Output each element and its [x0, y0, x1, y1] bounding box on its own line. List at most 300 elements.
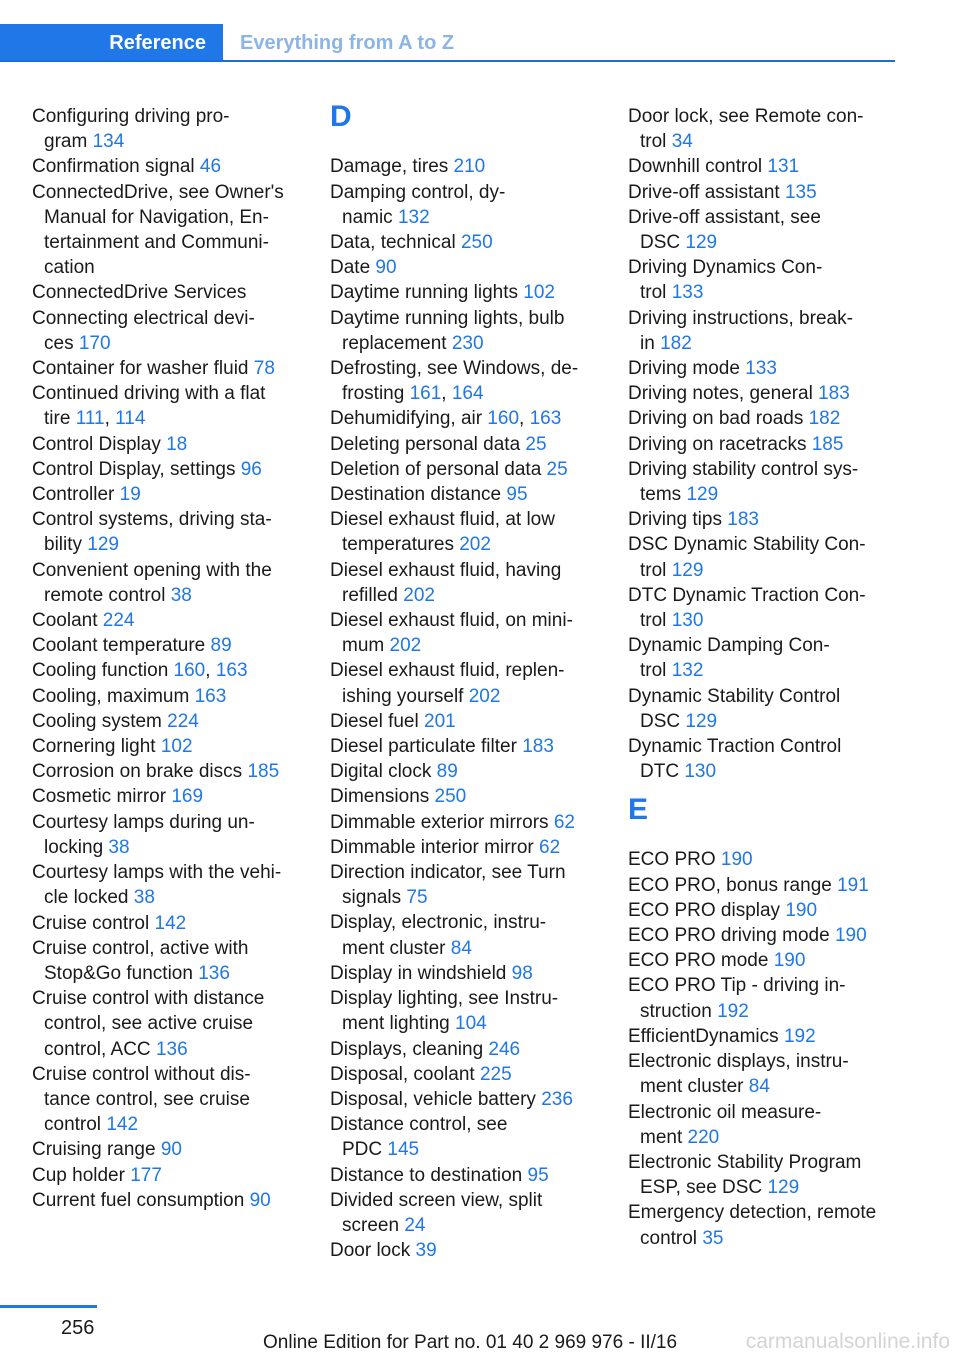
- footer-rule: [0, 1305, 97, 1308]
- index-entry: [330, 810, 602, 835]
- entry-continuation: frosting: [342, 383, 410, 405]
- page-link[interactable]: 142: [106, 1114, 139, 1136]
- page-link[interactable]: 38: [133, 887, 155, 909]
- entry-term: Control Display: [32, 433, 167, 455]
- index-entry: [32, 507, 304, 557]
- page-link[interactable]: 38: [170, 584, 192, 606]
- page-link[interactable]: 35: [702, 1227, 724, 1249]
- page-link[interactable]: 24: [404, 1214, 426, 1236]
- entry-term: Daytime running lights: [330, 282, 524, 304]
- entry-term: ECO PRO, bonus range: [628, 874, 838, 896]
- index-entry: [330, 1238, 602, 1263]
- page-link[interactable]: 102: [523, 282, 555, 304]
- page-link[interactable]: 163: [529, 408, 562, 430]
- page-link[interactable]: 132: [671, 660, 704, 682]
- index-entry: [330, 1188, 602, 1238]
- index-entry: [32, 734, 304, 759]
- index-entry: [628, 873, 900, 898]
- entry-term: Diesel exhaust fluid, on mini-: [330, 610, 573, 632]
- entry-term: Configuring driving pro-: [32, 106, 230, 127]
- index-entry: [628, 255, 900, 305]
- page-link[interactable]: 224: [102, 610, 135, 632]
- entry-term: Disposal, vehicle battery: [330, 1088, 542, 1110]
- page-link[interactable]: 202: [403, 584, 435, 606]
- entry-term: Data, technical: [330, 232, 461, 253]
- page-link[interactable]: 177: [130, 1164, 162, 1186]
- page-link[interactable]: 230: [451, 332, 484, 354]
- entry-continuation: ishing yourself: [342, 685, 469, 707]
- page-link[interactable]: 89: [210, 635, 232, 657]
- index-entry: [330, 558, 602, 608]
- page-link[interactable]: 39: [415, 1240, 437, 1262]
- index-entry: [32, 860, 304, 910]
- section-tab[interactable]: Reference: [0, 24, 223, 62]
- entry-term: Dimmable interior mirror: [330, 836, 540, 858]
- page-link[interactable]: 192: [717, 1000, 749, 1022]
- entry-term: Displays, cleaning: [330, 1038, 489, 1060]
- entry-term: Confirmation signal: [32, 156, 200, 178]
- index-entry: [628, 847, 900, 872]
- index-entry: [32, 986, 304, 1062]
- page-link[interactable]: 90: [160, 1139, 182, 1161]
- entry-term: ConnectedDrive Services: [32, 282, 247, 304]
- entry-term: Cruise control: [32, 912, 155, 934]
- subsection-title[interactable]: Everything from A to Z: [240, 32, 455, 54]
- entry-term: Diesel exhaust fluid, replen-: [330, 660, 565, 682]
- index-entry: [330, 986, 602, 1036]
- index-letter-heading: D: [330, 100, 352, 133]
- entry-continuation: mum: [342, 635, 390, 657]
- index-column-3: [628, 104, 900, 1251]
- index-entry: [32, 684, 304, 709]
- index-entry: Cooling function 160, 163: [32, 660, 248, 682]
- page-link[interactable]: 250: [460, 232, 493, 253]
- entry-term: ConnectedDrive, see Owner's: [32, 181, 284, 203]
- page-link[interactable]: 202: [468, 685, 501, 707]
- page-link[interactable]: 133: [745, 358, 777, 380]
- entry-term: Dynamic Stability Control: [628, 685, 841, 707]
- page-link[interactable]: 131: [767, 156, 800, 178]
- page-link[interactable]: 160: [173, 660, 206, 682]
- index-entry: [628, 356, 900, 381]
- entry-continuation: Stop&Go function: [44, 962, 199, 984]
- page-link[interactable]: 102: [160, 736, 193, 758]
- index-entry: [32, 1062, 304, 1138]
- index-entry: [32, 911, 304, 936]
- entry-term: Direction indicator, see Turn: [330, 862, 566, 884]
- entry-continuation: cle locked: [44, 887, 134, 909]
- index-entry: [628, 1024, 900, 1049]
- index-entry: [330, 154, 602, 179]
- entry-term: Diesel exhaust fluid, at low: [330, 509, 555, 531]
- page-link[interactable]: 191: [837, 874, 869, 896]
- page-link[interactable]: 129: [685, 710, 718, 732]
- entry-continuation: struction: [640, 1000, 718, 1022]
- entry-term: Display, electronic, instru-: [330, 912, 547, 934]
- entry-continuation: ment cluster: [640, 1076, 749, 1098]
- index-entry: [330, 230, 602, 255]
- page-link[interactable]: 130: [671, 610, 704, 632]
- page-link[interactable]: 185: [811, 433, 844, 455]
- entry-term: Daytime running lights, bulb: [330, 307, 565, 329]
- index-entry: [330, 1163, 602, 1188]
- index-entry: [330, 709, 602, 734]
- page-link[interactable]: 183: [818, 383, 850, 405]
- page-link[interactable]: 89: [436, 761, 458, 783]
- entry-continuation: trol: [640, 559, 672, 581]
- page-link[interactable]: 142: [154, 912, 187, 934]
- entry-term: Disposal, coolant: [330, 1063, 480, 1085]
- entry-continuation: control: [640, 1227, 703, 1249]
- entry-continuation: ces: [44, 332, 79, 354]
- entry-continuation: tems: [640, 484, 687, 506]
- entry-term: Damping control, dy-: [330, 181, 506, 203]
- entry-term: Door lock: [330, 1240, 416, 1262]
- page-link[interactable]: 129: [671, 559, 704, 581]
- entry-term: Divided screen view, split: [330, 1189, 543, 1211]
- entry-term: Digital clock: [330, 761, 437, 783]
- page-link[interactable]: 129: [686, 484, 719, 506]
- entry-continuation: tertainment and Communi-: [44, 232, 269, 254]
- index-entry: [628, 432, 900, 457]
- index-entry: [32, 356, 304, 381]
- page-link[interactable]: 225: [479, 1063, 512, 1085]
- index-entry: [628, 734, 900, 784]
- entry-term: Electronic Stability Program: [628, 1151, 862, 1173]
- index-entry: [330, 1037, 602, 1062]
- page-link[interactable]: 96: [240, 458, 262, 480]
- entry-term: Driving instructions, break-: [628, 307, 853, 329]
- entry-continuation: control, ACC: [44, 1038, 156, 1060]
- entry-term: Courtesy lamps with the vehi-: [32, 862, 282, 884]
- entry-continuation: trol: [640, 131, 672, 153]
- index-entry: [628, 406, 900, 431]
- entry-term: Driving notes, general: [628, 383, 819, 405]
- entry-term: Cooling, maximum: [32, 685, 195, 707]
- page-link[interactable]: 182: [808, 408, 841, 430]
- index-entry: [628, 898, 900, 923]
- entry-term: Controller: [32, 484, 120, 506]
- page-link[interactable]: 190: [834, 925, 867, 947]
- entry-term: Control Display, settings: [32, 458, 241, 480]
- edition-note: Online Edition for Part no. 01 40 2 969 976 - II/16: [263, 1332, 678, 1353]
- entry-term: Destination distance: [330, 484, 507, 506]
- page-link[interactable]: 129: [87, 534, 119, 556]
- entry-term: Cruising range: [32, 1139, 161, 1161]
- entry-term: Drive-off assistant, see: [628, 206, 821, 228]
- page-link[interactable]: 160: [487, 408, 520, 430]
- entry-term: Cosmetic mirror: [32, 786, 172, 808]
- index-entry: [32, 784, 304, 809]
- page-link[interactable]: 95: [527, 1164, 549, 1186]
- page-link[interactable]: 170: [78, 332, 111, 354]
- page-link[interactable]: 129: [767, 1177, 800, 1199]
- index-entry: [32, 104, 304, 154]
- entry-term: Dynamic Damping Con-: [628, 635, 830, 657]
- index-entry: [330, 860, 602, 910]
- page-link[interactable]: 132: [397, 206, 430, 228]
- index-entry: [32, 457, 304, 482]
- page-link[interactable]: 62: [539, 836, 561, 858]
- entry-term: Driving Dynamics Con-: [628, 257, 823, 279]
- entry-term: Deletion of personal data: [330, 458, 547, 480]
- index-entry: [628, 381, 900, 406]
- page-link[interactable]: 38: [108, 836, 130, 858]
- index-entry: [32, 432, 304, 457]
- entry-continuation: trol: [640, 660, 672, 682]
- index-entry: [628, 180, 900, 205]
- entry-term: ECO PRO display: [628, 899, 786, 921]
- index-entry: [32, 558, 304, 608]
- index-entry: Defrosting, see Windows, de- frosting 161, 164: [330, 358, 579, 405]
- entry-continuation: control: [44, 1114, 107, 1136]
- index-column-2: [330, 100, 602, 1263]
- entry-term: Door lock, see Remote con-: [628, 106, 864, 127]
- entry-term: Dimensions: [330, 786, 435, 808]
- entry-continuation: in: [640, 332, 661, 354]
- page-link[interactable]: 129: [685, 232, 718, 254]
- index-entry: [330, 734, 602, 759]
- entry-term: ECO PRO Tip - driving in-: [628, 975, 846, 997]
- page-link[interactable]: 84: [748, 1076, 770, 1098]
- entry-term: Emergency detection, remote: [628, 1202, 877, 1224]
- index-entry: [628, 948, 900, 973]
- entry-term: Coolant temperature: [32, 635, 211, 657]
- entry-term: Damage, tires: [330, 156, 454, 178]
- entry-term: Cooling function: [32, 660, 174, 682]
- page-link[interactable]: 25: [525, 433, 547, 455]
- entry-continuation: trol: [640, 610, 672, 632]
- page-link[interactable]: 220: [687, 1126, 720, 1148]
- entry-term: EfficientDynamics: [628, 1025, 784, 1047]
- entry-term: Continued driving with a flat: [32, 383, 266, 405]
- entry-term: Corrosion on brake discs: [32, 761, 248, 783]
- index-entry: [32, 180, 304, 281]
- index-column-1: [32, 104, 304, 1213]
- page-link[interactable]: 136: [198, 962, 230, 984]
- page-link[interactable]: 114: [115, 408, 146, 430]
- entry-term: Distance control, see: [330, 1114, 508, 1136]
- index-entry: [32, 633, 304, 658]
- page-link[interactable]: 135: [784, 181, 817, 203]
- page-link[interactable]: 84: [450, 937, 472, 959]
- entry-term: Driving on racetracks: [628, 433, 812, 455]
- index-entry: [628, 104, 900, 154]
- page-link[interactable]: 246: [488, 1038, 521, 1060]
- entry-term: Electronic displays, instru-: [628, 1051, 849, 1073]
- page-link[interactable]: 192: [783, 1025, 816, 1047]
- entry-continuation: signals: [342, 887, 407, 909]
- index-entry: [628, 306, 900, 356]
- page-link[interactable]: 111: [75, 408, 105, 430]
- index-entry: [32, 1163, 304, 1188]
- entry-term: DTC Dynamic Traction Con-: [628, 584, 866, 606]
- index-entry: [628, 973, 900, 1023]
- page-link[interactable]: 90: [249, 1189, 271, 1211]
- entry-term: Distance to destination: [330, 1164, 528, 1186]
- index-entry: [628, 633, 900, 683]
- page-link[interactable]: 90: [375, 257, 397, 279]
- entry-term: Convenient opening with the: [32, 559, 272, 581]
- entry-continuation: tance control, see cruise: [44, 1088, 250, 1110]
- index-entry: [32, 154, 304, 179]
- entry-continuation: control, see active cruise: [44, 1013, 254, 1035]
- entry-term: Driving on bad roads: [628, 408, 809, 430]
- index-entry: [628, 205, 900, 255]
- page-link[interactable]: 75: [406, 887, 428, 909]
- page-link[interactable]: 202: [459, 534, 491, 556]
- page-link[interactable]: 98: [511, 962, 533, 984]
- entry-term: ECO PRO: [628, 849, 721, 871]
- page-link[interactable]: 62: [553, 811, 575, 833]
- page-header: [0, 24, 895, 62]
- entry-term: Diesel particulate filter: [330, 736, 523, 758]
- entry-continuation: DTC: [640, 761, 685, 783]
- page-link[interactable]: 202: [389, 635, 422, 657]
- entry-continuation: PDC: [342, 1139, 388, 1161]
- entry-continuation: ESP, see DSC: [640, 1177, 768, 1199]
- index-entry: [32, 482, 304, 507]
- entry-term: Cruise control with distance: [32, 988, 265, 1010]
- entry-term: Date: [330, 257, 376, 279]
- page-link[interactable]: 78: [253, 358, 275, 380]
- entry-continuation: Manual for Navigation, En-: [44, 206, 269, 228]
- entry-continuation: ment cluster: [342, 937, 451, 959]
- page-link[interactable]: 201: [424, 710, 456, 732]
- entry-term: Cooling system: [32, 710, 168, 732]
- entry-term: Driving mode: [628, 358, 746, 380]
- header-rule: [0, 60, 895, 62]
- page-link[interactable]: 163: [194, 685, 227, 707]
- page-link[interactable]: 183: [522, 736, 554, 758]
- entry-term: DSC Dynamic Stability Con-: [628, 534, 866, 556]
- entry-term: Current fuel consumption: [32, 1189, 250, 1211]
- entry-term: Diesel exhaust fluid, having: [330, 559, 562, 581]
- page-link[interactable]: 190: [785, 899, 818, 921]
- index-entry: [330, 432, 602, 457]
- index-entry: [32, 608, 304, 633]
- index-entry: [628, 1049, 900, 1099]
- entry-term: Display lighting, see Instru-: [330, 988, 559, 1010]
- page-link[interactable]: 19: [119, 484, 141, 506]
- page-link[interactable]: 130: [684, 761, 717, 783]
- page-link[interactable]: 236: [541, 1088, 573, 1110]
- page-link[interactable]: 210: [453, 156, 486, 178]
- entry-term: Coolant: [32, 610, 103, 632]
- index-entry: [330, 482, 602, 507]
- page-link[interactable]: 185: [247, 761, 280, 783]
- page-link[interactable]: 161: [409, 383, 442, 405]
- entry-term: Downhill control: [628, 156, 768, 178]
- index-entry: [32, 280, 304, 305]
- index-entry: [330, 1112, 602, 1162]
- index-entry: [32, 1188, 304, 1213]
- entry-term: Courtesy lamps during un-: [32, 811, 255, 833]
- entry-continuation: tire: [44, 408, 76, 430]
- index-entry: [628, 1100, 900, 1150]
- index-entry: [330, 306, 602, 356]
- entry-term: Dimmable exterior mirrors: [330, 811, 554, 833]
- entry-term: Control systems, driving sta-: [32, 509, 272, 531]
- page-link[interactable]: 169: [171, 786, 204, 808]
- index-entry: [628, 1150, 900, 1200]
- page-link[interactable]: 250: [434, 786, 467, 808]
- entry-term: Dehumidifying, air: [330, 408, 488, 430]
- index-entry: [628, 532, 900, 582]
- page-link[interactable]: 34: [671, 131, 693, 153]
- entry-continuation: gram: [44, 131, 93, 153]
- page-link[interactable]: 224: [167, 710, 199, 732]
- index-entry: [628, 1200, 900, 1250]
- entry-term: Cruise control, active with: [32, 937, 249, 959]
- page-link[interactable]: 104: [455, 1013, 487, 1035]
- entry-continuation: locking: [44, 836, 109, 858]
- page-link[interactable]: 46: [199, 156, 222, 178]
- index-entry: [628, 684, 900, 734]
- entry-continuation: DSC: [640, 710, 686, 732]
- page-link[interactable]: 182: [660, 332, 692, 354]
- page-link[interactable]: 190: [773, 950, 806, 972]
- index-entry: [330, 961, 602, 986]
- page-link[interactable]: 25: [546, 458, 568, 480]
- entry-term: ECO PRO driving mode: [628, 925, 835, 947]
- index-entry: [330, 1087, 602, 1112]
- entry-term: Connecting electrical devi-: [32, 307, 255, 329]
- page-link[interactable]: 133: [671, 282, 704, 304]
- page-link[interactable]: 95: [506, 484, 528, 506]
- index-entry: [330, 658, 602, 708]
- page-link[interactable]: 164: [451, 383, 484, 405]
- index-entry: [330, 1062, 602, 1087]
- index-entry: [330, 784, 602, 809]
- page-link[interactable]: 134: [92, 131, 125, 153]
- index-entry: [628, 457, 900, 507]
- entry-continuation: ment lighting: [342, 1013, 456, 1035]
- page-link[interactable]: 183: [727, 509, 759, 531]
- entry-continuation: namic: [342, 206, 398, 228]
- entry-term: Container for washer fluid: [32, 358, 254, 380]
- entry-continuation: DSC: [640, 232, 686, 254]
- entry-term: Dynamic Traction Control: [628, 736, 842, 758]
- entry-continuation: refilled: [342, 584, 404, 606]
- page-number: 256: [61, 1317, 95, 1339]
- index-entry: Dehumidifying, air 160, 163: [330, 408, 562, 430]
- index-entry: [330, 608, 602, 658]
- index-entry: [628, 507, 900, 532]
- entry-continuation: temperatures: [342, 534, 460, 556]
- index-entry: [628, 583, 900, 633]
- index-letter-heading: E: [628, 793, 649, 827]
- page-link[interactable]: 190: [720, 849, 753, 871]
- index-entry: [628, 154, 900, 179]
- index-entry: [330, 255, 602, 280]
- index-entry: [330, 835, 602, 860]
- entry-term: Cornering light: [32, 736, 161, 758]
- page-link[interactable]: 145: [387, 1139, 420, 1161]
- index-entry: [330, 507, 602, 557]
- index-entry: [628, 923, 900, 948]
- entry-term: Drive-off assistant: [628, 181, 785, 203]
- index-entry: [330, 457, 602, 482]
- entry-term: ECO PRO mode: [628, 950, 774, 972]
- entry-term: Driving stability control sys-: [628, 458, 859, 480]
- page-link[interactable]: 18: [166, 433, 188, 455]
- entry-term: Driving tips: [628, 509, 728, 531]
- entry-continuation: trol: [640, 282, 672, 304]
- page-link[interactable]: 163: [215, 660, 248, 682]
- page-link[interactable]: 136: [155, 1038, 188, 1060]
- index-entry: [32, 936, 304, 986]
